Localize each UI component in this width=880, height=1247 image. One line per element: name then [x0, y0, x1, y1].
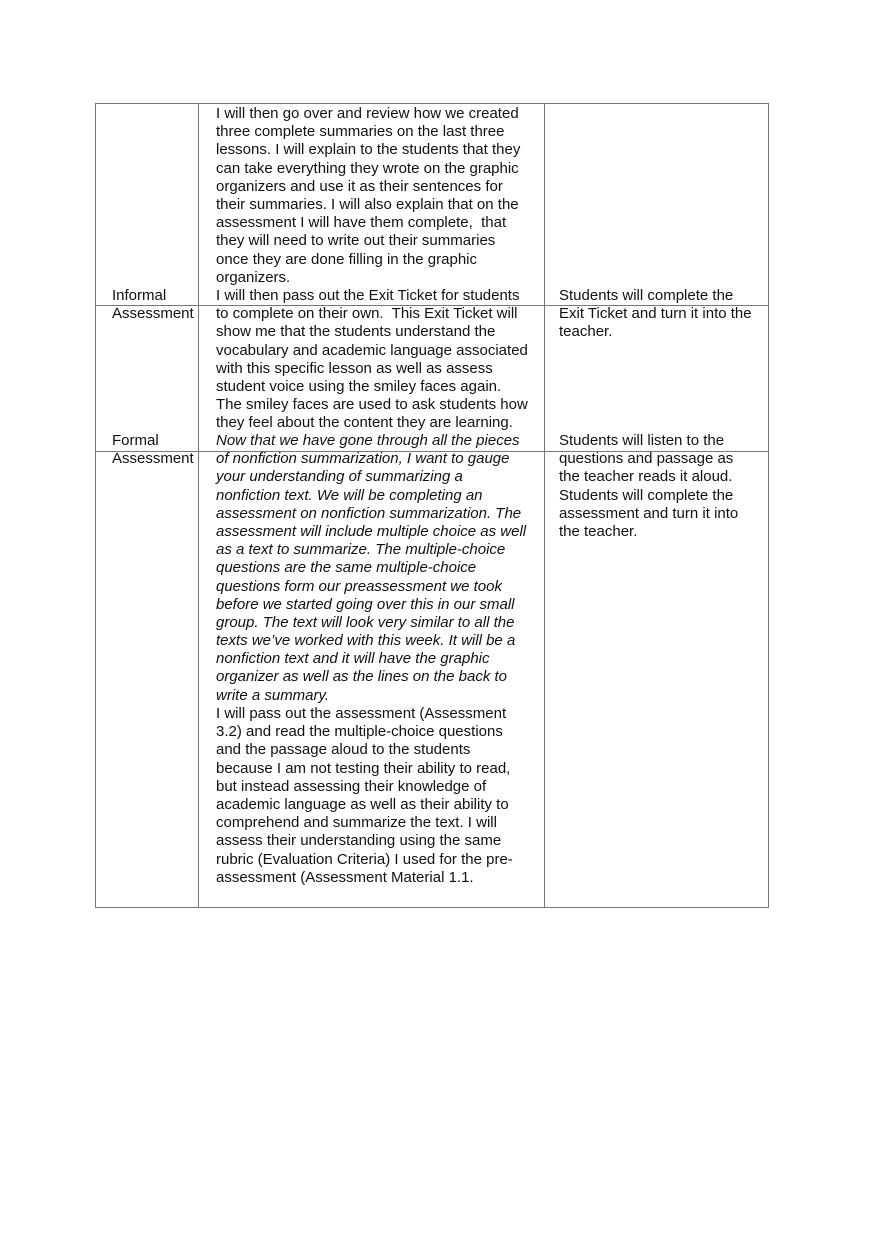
text-line: organizers. — [216, 268, 291, 286]
procedure-review-paragraph — [216, 105, 520, 287]
text-line: assessment will include multiple choice as well — [216, 522, 527, 540]
student-activity-informal — [559, 287, 752, 342]
text-line: questions and passage as — [559, 450, 734, 468]
text-line: Assessment — [112, 450, 194, 468]
text-line: once they are done filling in the graphic — [216, 250, 478, 268]
text-line: I will then go over and review how we created — [216, 105, 519, 122]
column-divider — [768, 103, 769, 908]
text-line: organizers and use it as their sentences for — [216, 177, 503, 195]
text-line: assessment (Assessment Material 1.1. — [216, 868, 474, 886]
table-border-top — [95, 103, 769, 104]
text-line: I will then pass out the Exit Ticket for students — [216, 287, 520, 304]
text-line: Now that we have gone through all the pieces — [216, 432, 520, 449]
procedure-exit-ticket-paragraph — [216, 287, 528, 433]
text-line: group. The text will look very similar to all the — [216, 613, 515, 631]
text-line: of nonfiction summarization, I want to gauge — [216, 450, 510, 468]
text-line: Formal — [112, 432, 159, 449]
text-line: before we started going over this in our small — [216, 595, 515, 613]
text-line: as a text to summarize. The multiple-choice — [216, 541, 506, 559]
text-line: Students will complete the — [559, 486, 734, 504]
table-border-bottom — [95, 907, 769, 908]
column-divider — [95, 103, 96, 908]
text-line: I will pass out the assessment (Assessment — [216, 705, 507, 722]
procedure-formal-assessment-paragraph — [216, 705, 513, 887]
text-line: to complete on their own. This Exit Ticket will — [216, 305, 518, 323]
text-line: lessons. I will explain to the students that they — [216, 141, 521, 159]
row-label-formal-assessment — [112, 432, 194, 468]
text-line: they feel about the content they are learning. — [216, 414, 513, 432]
text-line: nonfiction text. We will be completing an — [216, 486, 483, 504]
column-divider — [198, 103, 199, 908]
row-label-informal-assessment — [112, 287, 194, 323]
text-line: assessment I will have them complete, that — [216, 214, 507, 232]
text-line: with this specific lesson as well as assess — [216, 359, 493, 377]
text-line: vocabulary and academic language associated — [216, 341, 528, 359]
text-line: nonfiction text and it will have the graphic — [216, 650, 490, 668]
text-line: 3.2) and read the multiple-choice questions — [216, 723, 503, 741]
text-line: Informal — [112, 287, 167, 304]
text-line: Students will listen to the — [559, 432, 725, 449]
text-line: Exit Ticket and turn it into the — [559, 305, 752, 323]
text-line: the teacher. — [559, 522, 638, 540]
column-divider — [544, 103, 545, 908]
text-line: because I am not testing their ability to read, — [216, 759, 511, 777]
text-line: their summaries. I will also explain that on the — [216, 195, 519, 213]
text-line: academic language as well as their ability to — [216, 795, 509, 813]
text-line: organizer as well as the lines on the back to — [216, 668, 507, 686]
text-line: three complete summaries on the last three — [216, 123, 505, 141]
text-line: can take everything they wrote on the graphic — [216, 159, 519, 177]
text-line: but instead assessing their knowledge of — [216, 777, 487, 795]
procedure-formal-script-paragraph — [216, 432, 526, 705]
text-line: rubric (Evaluation Criteria) I used for the pre- — [216, 850, 513, 868]
text-line: questions are the same multiple-choice — [216, 559, 477, 577]
text-line: assessment and turn it into — [559, 504, 739, 522]
text-line: assessment on nonfiction summarization. The — [216, 504, 522, 522]
text-line: Students will complete the — [559, 287, 734, 304]
text-line: questions form our preassessment we took — [216, 577, 502, 595]
text-line: comprehend and summarize the text. I will — [216, 814, 497, 832]
text-line: Assessment — [112, 305, 194, 323]
text-line: teacher. — [559, 323, 613, 341]
text-line: assess their understanding using the same — [216, 832, 502, 850]
text-line: student voice using the smiley faces again. — [216, 377, 502, 395]
text-line: your understanding of summarizing a — [216, 468, 463, 486]
text-line: show me that the students understand the — [216, 323, 496, 341]
text-line: the teacher reads it aloud. — [559, 468, 733, 486]
text-line: write a summary. — [216, 686, 330, 704]
text-line: texts we’ve worked with this week. It will be a — [216, 632, 516, 650]
text-line: they will need to write out their summaries — [216, 232, 496, 250]
student-activity-formal — [559, 432, 738, 541]
text-line: The smiley faces are used to ask students how — [216, 396, 528, 414]
text-line: and the passage aloud to the students — [216, 741, 471, 759]
